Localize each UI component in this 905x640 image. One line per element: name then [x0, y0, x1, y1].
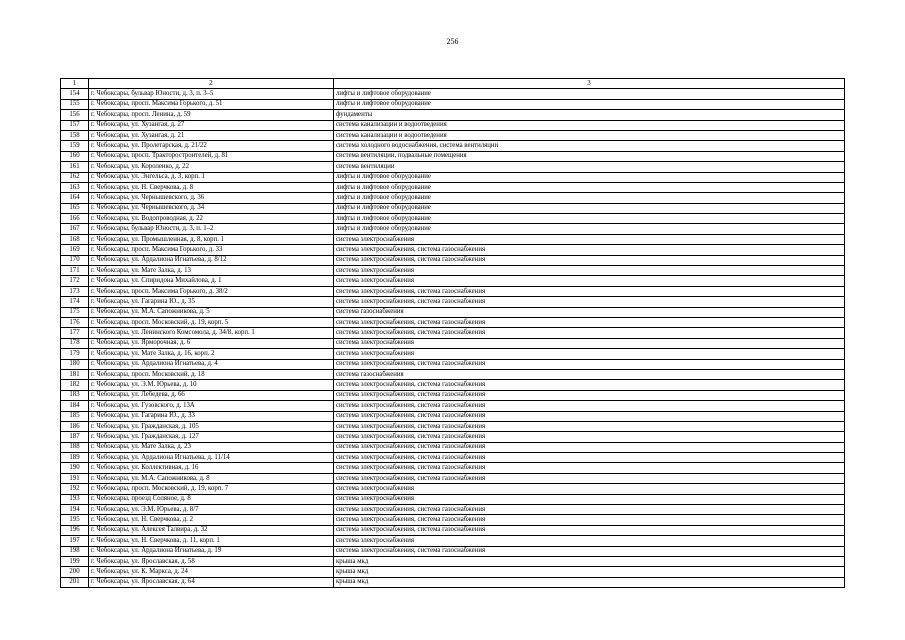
table-row	[61, 401, 845, 411]
row-number-cell: 201	[61, 577, 89, 587]
address-cell: г. Чебоксары, просп. Максима Горького, д. 38/2	[89, 286, 334, 296]
system-cell: система электроснабжения, система газоснабжения	[334, 546, 845, 556]
address-cell: г. Чебоксары, ул. Хузангая, д. 21	[89, 130, 334, 140]
table-row	[61, 234, 845, 244]
row-number-cell: 165	[61, 203, 89, 213]
table-row	[61, 525, 845, 535]
system-cell: система электроснабжения, система газоснабжения	[334, 473, 845, 483]
system-cell: система электроснабжения	[334, 484, 845, 494]
table-row	[61, 172, 845, 182]
address-cell: г. Чебоксары, ул. Пролетарская, д. 21/22	[89, 141, 334, 151]
row-number-cell: 156	[61, 110, 89, 120]
system-cell: система электроснабжения, система газоснабжения	[334, 317, 845, 327]
table-row	[61, 421, 845, 431]
table-row	[61, 110, 845, 120]
system-cell: система электроснабжения, система газоснабжения	[334, 525, 845, 535]
address-cell: г. Чебоксары, ул. Ярморочная, д. 6	[89, 338, 334, 348]
row-number-cell: 164	[61, 193, 89, 203]
system-cell: система электроснабжения, система газоснабжения	[334, 390, 845, 400]
address-cell: г. Чебоксары, ул. Н. Сверчкова, д. 11, корп. 1	[89, 536, 334, 546]
system-cell: система электроснабжения	[334, 349, 845, 359]
system-cell: крыша мкд	[334, 567, 845, 577]
table-row	[61, 442, 845, 452]
row-number-cell: 192	[61, 484, 89, 494]
system-cell: система электроснабжения	[334, 536, 845, 546]
table-row	[61, 130, 845, 140]
address-cell: г. Чебоксары, бульвар Юности, д. 3, п. 1–2	[89, 224, 334, 234]
table-row	[61, 203, 845, 213]
row-number-cell: 182	[61, 380, 89, 390]
system-cell: система электроснабжения, система газоснабжения	[334, 286, 845, 296]
system-cell: фундаменты	[334, 110, 845, 120]
address-cell: г. Чебоксары, ул. Гагарина Ю., д. 35	[89, 297, 334, 307]
system-cell: лифты и лифтовое оборудование	[334, 99, 845, 109]
address-cell: г. Чебоксары, ул. Энгельса, д. 3, корп. 1	[89, 172, 334, 182]
row-number-cell: 166	[61, 214, 89, 224]
system-cell: система вентиляции	[334, 162, 845, 172]
table-row	[61, 317, 845, 327]
address-cell: г. Чебоксары, ул. К. Маркса, д. 24	[89, 567, 334, 577]
system-cell: система электроснабжения, система газоснабжения	[334, 442, 845, 452]
system-cell: лифты и лифтовое оборудование	[334, 203, 845, 213]
address-cell: г. Чебоксары, просп. Московский, д. 19, корп. 5	[89, 317, 334, 327]
table-row	[61, 297, 845, 307]
registry-table	[60, 78, 845, 588]
row-number-cell: 177	[61, 328, 89, 338]
address-cell: г. Чебоксары, ул. Н. Сверчкова, д. 2	[89, 515, 334, 525]
address-cell: г. Чебоксары, ул. Гузовского, д. 13А	[89, 401, 334, 411]
system-cell: система электроснабжения, система газоснабжения	[334, 463, 845, 473]
system-cell: система электроснабжения, система газоснабжения	[334, 297, 845, 307]
address-cell: г. Чебоксары, ул. Мате Залка, д. 13	[89, 266, 334, 276]
row-number-cell: 181	[61, 369, 89, 379]
table-row	[61, 411, 845, 421]
table-row	[61, 245, 845, 255]
address-cell: г. Чебоксары, ул. Лебедева, д. 66	[89, 390, 334, 400]
row-number-cell: 180	[61, 359, 89, 369]
system-cell: система электроснабжения, система газоснабжения	[334, 421, 845, 431]
row-number-cell: 163	[61, 182, 89, 192]
address-cell: г. Чебоксары, ул. М.А. Сапожникова, д. 8	[89, 473, 334, 483]
table-row	[61, 546, 845, 556]
system-cell: система электроснабжения, система газоснабжения	[334, 411, 845, 421]
system-cell: система электроснабжения, система газоснабжения	[334, 453, 845, 463]
system-cell: лифты и лифтовое оборудование	[334, 89, 845, 99]
table-row	[61, 286, 845, 296]
system-cell: лифты и лифтовое оборудование	[334, 172, 845, 182]
address-cell: г. Чебоксары, ул. Спиридона Михайлова, д. 1	[89, 276, 334, 286]
system-cell: система электроснабжения, система газоснабжения	[334, 245, 845, 255]
row-number-cell: 187	[61, 432, 89, 442]
address-cell: г. Чебоксары, ул. Водопроводная, д. 22	[89, 214, 334, 224]
system-cell: крыша мкд	[334, 556, 845, 566]
system-cell: лифты и лифтовое оборудование	[334, 182, 845, 192]
address-cell: г. Чебоксары, ул. Хузангая, д. 27	[89, 120, 334, 130]
row-number-cell: 194	[61, 505, 89, 515]
system-cell: система электроснабжения, система газоснабжения	[334, 255, 845, 265]
system-cell: система электроснабжения, система газоснабжения	[334, 515, 845, 525]
row-number-cell: 197	[61, 536, 89, 546]
system-cell: система электроснабжения	[334, 276, 845, 286]
column-header-address: 2	[89, 79, 334, 89]
address-cell: г. Чебоксары, просп. Максима Горького, д. 51	[89, 99, 334, 109]
row-number-cell: 167	[61, 224, 89, 234]
address-cell: г. Чебоксары, ул. Ардалиона Игнатьева, д. 11/14	[89, 453, 334, 463]
table-row	[61, 266, 845, 276]
row-number-cell: 198	[61, 546, 89, 556]
address-cell: г. Чебоксары, ул. Ярославская, д. 58	[89, 556, 334, 566]
address-cell: г. Чебоксары, ул. Ярославская, д. 64	[89, 577, 334, 587]
row-number-cell: 158	[61, 130, 89, 140]
column-header-number: 1	[61, 79, 89, 89]
address-cell: г. Чебоксары, ул. Алексея Талвира, д. 32	[89, 525, 334, 535]
address-cell: г. Чебоксары, ул. Ардалиона Игнатьева, д. 4	[89, 359, 334, 369]
table-row	[61, 463, 845, 473]
address-cell: г. Чебоксары, ул. Гражданская, д. 105	[89, 421, 334, 431]
table-row	[61, 380, 845, 390]
row-number-cell: 168	[61, 234, 89, 244]
system-cell: лифты и лифтовое оборудование	[334, 224, 845, 234]
row-number-cell: 171	[61, 266, 89, 276]
table-row	[61, 369, 845, 379]
row-number-cell: 179	[61, 349, 89, 359]
row-number-cell: 196	[61, 525, 89, 535]
system-cell: система электроснабжения	[334, 494, 845, 504]
table-row	[61, 307, 845, 317]
address-cell: г. Чебоксары, просп. Тракторостроителей, д. 81	[89, 151, 334, 161]
address-cell: г. Чебоксары, ул. Мате Залка, д. 23	[89, 442, 334, 452]
table-row	[61, 193, 845, 203]
system-cell: система вентиляции, подвальные помещения	[334, 151, 845, 161]
table-row	[61, 255, 845, 265]
system-cell: система электроснабжения, система газоснабжения	[334, 401, 845, 411]
row-number-cell: 155	[61, 99, 89, 109]
system-cell: система электроснабжения, система газоснабжения	[334, 328, 845, 338]
address-cell: г. Чебоксары, ул. Мате Залка, д. 16, корп. 2	[89, 349, 334, 359]
address-cell: г. Чебоксары, просп. Ленина, д. 59	[89, 110, 334, 120]
row-number-cell: 175	[61, 307, 89, 317]
row-number-cell: 188	[61, 442, 89, 452]
row-number-cell: 174	[61, 297, 89, 307]
table-row	[61, 224, 845, 234]
address-cell: г. Чебоксары, ул. Ленинского Комсомола, д. 34/8, корп. 1	[89, 328, 334, 338]
table-row	[61, 120, 845, 130]
address-cell: г. Чебоксары, бульвар Юности, д. 3, п. 3–5	[89, 89, 334, 99]
table-row	[61, 515, 845, 525]
system-cell: система канализации и водоотведения	[334, 130, 845, 140]
table-row	[61, 328, 845, 338]
address-cell: г. Чебоксары, ул. Ардалиона Игнатьева, д. 19	[89, 546, 334, 556]
system-cell: система электроснабжения	[334, 234, 845, 244]
row-number-cell: 200	[61, 567, 89, 577]
row-number-cell: 161	[61, 162, 89, 172]
table-row	[61, 89, 845, 99]
system-cell: система канализации и водоотведения	[334, 120, 845, 130]
address-cell: г. Чебоксары, ул. Гагарина Ю., д. 33	[89, 411, 334, 421]
table-row	[61, 276, 845, 286]
row-number-cell: 190	[61, 463, 89, 473]
row-number-cell: 195	[61, 515, 89, 525]
address-cell: г. Чебоксары, ул. Ардалиона Игнатьева, д. 8/12	[89, 255, 334, 265]
row-number-cell: 183	[61, 390, 89, 400]
address-cell: г. Чебоксары, ул. Короленко, д. 22	[89, 162, 334, 172]
row-number-cell: 199	[61, 556, 89, 566]
address-cell: г. Чебоксары, ул. Коллективная, д. 16	[89, 463, 334, 473]
row-number-cell: 178	[61, 338, 89, 348]
address-cell: г. Чебоксары, ул. М.А. Сапожникова, д. 5	[89, 307, 334, 317]
row-number-cell: 170	[61, 255, 89, 265]
row-number-cell: 159	[61, 141, 89, 151]
address-cell: г. Чебоксары, ул. Н. Сверчкова, д. 8	[89, 182, 334, 192]
address-cell: г. Чебоксары, ул. Чернышевского, д. 36	[89, 193, 334, 203]
address-cell: г. Чебоксары, просп. Московский, д. 18	[89, 369, 334, 379]
row-number-cell: 169	[61, 245, 89, 255]
system-cell: крыша мкд	[334, 577, 845, 587]
table-row	[61, 567, 845, 577]
system-cell: система электроснабжения, система газоснабжения	[334, 380, 845, 390]
row-number-cell: 185	[61, 411, 89, 421]
system-cell: система газоснабжения	[334, 307, 845, 317]
system-cell: система электроснабжения	[334, 266, 845, 276]
system-cell: система электроснабжения, система газоснабжения	[334, 359, 845, 369]
table-row	[61, 577, 845, 587]
row-number-cell: 176	[61, 317, 89, 327]
table-row	[61, 484, 845, 494]
system-cell: система холодного водоснабжения, система вентиляции	[334, 141, 845, 151]
address-cell: г. Чебоксары, просп. Максима Горького, д. 33	[89, 245, 334, 255]
table-row	[61, 556, 845, 566]
table-row	[61, 338, 845, 348]
table-row	[61, 141, 845, 151]
row-number-cell: 189	[61, 453, 89, 463]
row-number-cell: 184	[61, 401, 89, 411]
page-number: 256	[446, 37, 459, 46]
row-number-cell: 157	[61, 120, 89, 130]
row-number-cell: 193	[61, 494, 89, 504]
address-cell: г. Чебоксары, просп. Московский, д. 19, корп. 7	[89, 484, 334, 494]
table-row	[61, 390, 845, 400]
system-cell: лифты и лифтовое оборудование	[334, 214, 845, 224]
row-number-cell: 173	[61, 286, 89, 296]
table-row	[61, 162, 845, 172]
table-row	[61, 432, 845, 442]
table-row	[61, 99, 845, 109]
table-row	[61, 214, 845, 224]
table-row	[61, 473, 845, 483]
address-cell: г. Чебоксары, проезд Соляное, д. 8	[89, 494, 334, 504]
table-row	[61, 359, 845, 369]
row-number-cell: 172	[61, 276, 89, 286]
table-row	[61, 453, 845, 463]
row-number-cell: 154	[61, 89, 89, 99]
row-number-cell: 186	[61, 421, 89, 431]
address-cell: г. Чебоксары, ул. Э.М. Юрьева, д. 8/7	[89, 505, 334, 515]
table-row	[61, 349, 845, 359]
address-cell: г. Чебоксары, ул. Чернышевского, д. 34	[89, 203, 334, 213]
system-cell: система электроснабжения	[334, 338, 845, 348]
table-row	[61, 536, 845, 546]
row-number-cell: 191	[61, 473, 89, 483]
system-cell: система газоснабжения	[334, 369, 845, 379]
table-row	[61, 494, 845, 504]
table-row	[61, 505, 845, 515]
address-cell: г. Чебоксары, ул. Гражданская, д. 127	[89, 432, 334, 442]
system-cell: система электроснабжения, система газоснабжения	[334, 505, 845, 515]
column-header-system: 3	[334, 79, 845, 89]
table-header-row	[61, 79, 845, 89]
address-cell: г. Чебоксары, ул. Промышленная, д. 8, корп. 1	[89, 234, 334, 244]
system-cell: система электроснабжения, система газоснабжения	[334, 432, 845, 442]
system-cell: лифты и лифтовое оборудование	[334, 193, 845, 203]
table-row	[61, 182, 845, 192]
row-number-cell: 162	[61, 172, 89, 182]
address-cell: г. Чебоксары, ул. Э.М. Юрьева, д. 10	[89, 380, 334, 390]
row-number-cell: 160	[61, 151, 89, 161]
table-row	[61, 151, 845, 161]
